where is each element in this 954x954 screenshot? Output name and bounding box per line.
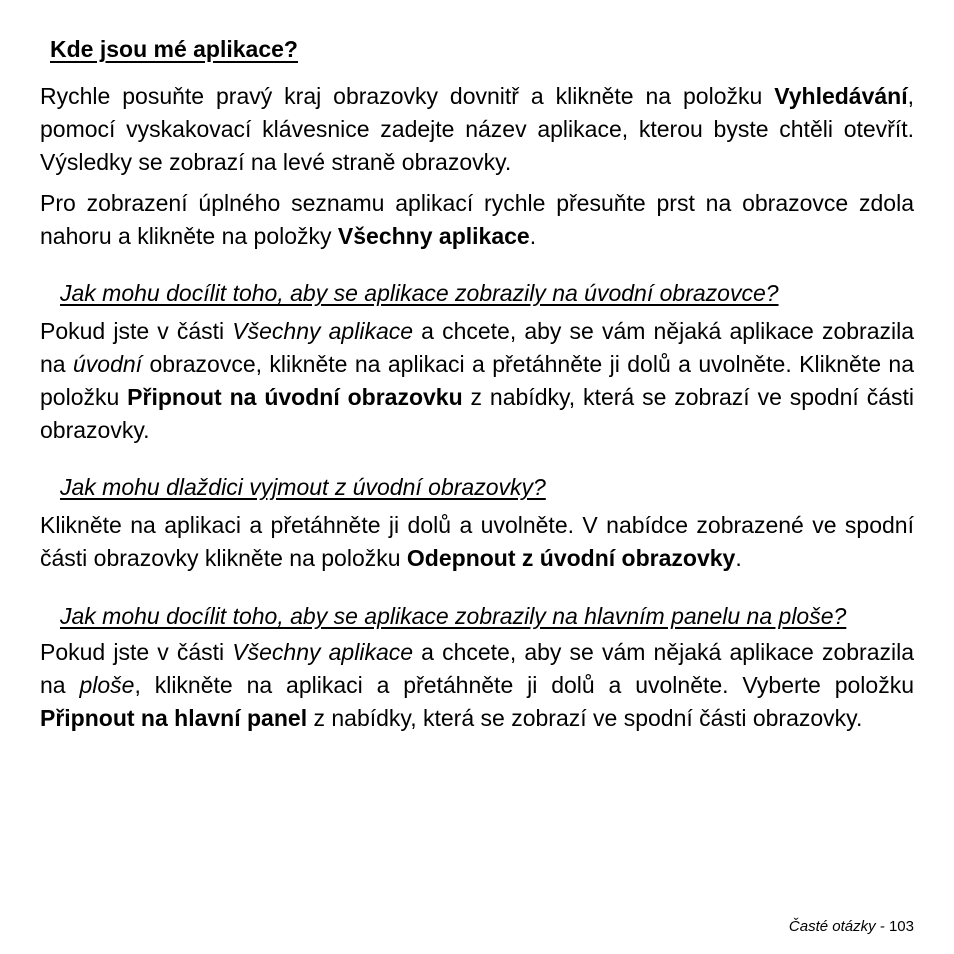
section-heading [40, 34, 914, 64]
paragraph-all-apps [40, 187, 914, 253]
text-run: , pomocí vyskakovací klávesnice zadejte název aplikace, kterou byste chtěli otevřít. Výsledky se zobrazí na levé straně obrazovky. [40, 83, 914, 175]
text-run: Klikněte na aplikaci a přetáhněte ji dolů a uvolněte. V nabídce zobrazené ve spodní části obrazovky klikněte na položku [40, 512, 914, 571]
text-run: z nabídky, která se zobrazí ve spodní části obrazovky. [40, 384, 914, 443]
text-run: obrazovce, klikněte na aplikaci a přetáhněte ji dolů a uvolněte. Klikněte na položku [40, 351, 914, 410]
text-run: Pokud jste v části [40, 318, 233, 344]
text-run: . [735, 545, 742, 571]
italic-term: ploše [79, 672, 135, 698]
answer-taskbar [40, 636, 914, 735]
text-run: , klikněte na aplikaci a přetáhněte ji dolů a uvolněte. Vyberte položku [134, 672, 914, 698]
italic-term: úvodní [73, 351, 143, 377]
question-unpin-tile: Jak mohu dlaždici vyjmout z úvodní obrazovky? [60, 474, 546, 500]
heading-text: Kde jsou mé aplikace? [50, 36, 298, 62]
text-run: Pokud jste v části [40, 639, 233, 665]
text-run: a chcete, aby se vám nějaká aplikace zobrazila na [40, 318, 914, 377]
answer-start-screen [40, 315, 914, 447]
paragraph-search [40, 80, 914, 179]
page-footer [789, 917, 914, 937]
answer-unpin-tile [40, 509, 914, 575]
question-taskbar: Jak mohu docílit toho, aby se aplikace zobrazily na hlavním panelu na ploše? [60, 603, 847, 629]
text-run: z nabídky, která se zobrazí ve spodní části obrazovky. [307, 705, 863, 731]
bold-term-pin-taskbar: Připnout na hlavní panel [40, 705, 308, 731]
bold-term-pin-start: Připnout na úvodní obrazovku [127, 384, 463, 410]
text-run: Pro zobrazení úplného seznamu aplikací rychle přesuňte prst na obrazovce zdola nahoru a klikněte na položky [40, 190, 914, 249]
text-run: Rychle posuňte pravý kraj obrazovky dovnitř a klikněte na položku [40, 83, 775, 109]
document-page [40, 34, 914, 735]
bold-term-all-apps: Všechny aplikace [337, 223, 530, 249]
text-run: . [529, 223, 537, 249]
bold-term-search: Vyhledávání [774, 83, 908, 109]
text-run: a chcete, aby se vám nějaká aplikace zobrazila na [40, 639, 914, 698]
bold-term-unpin: Odepnout z úvodní obrazovky [406, 545, 736, 571]
footer-section: Časté otázky - [788, 918, 885, 935]
question-start-screen: Jak mohu docílit toho, aby se aplikace zobrazily na úvodní obrazovce? [60, 280, 779, 306]
italic-term: Všechny aplikace [232, 318, 414, 344]
page-number: 103 [888, 918, 914, 935]
italic-term: Všechny aplikace [232, 639, 414, 665]
